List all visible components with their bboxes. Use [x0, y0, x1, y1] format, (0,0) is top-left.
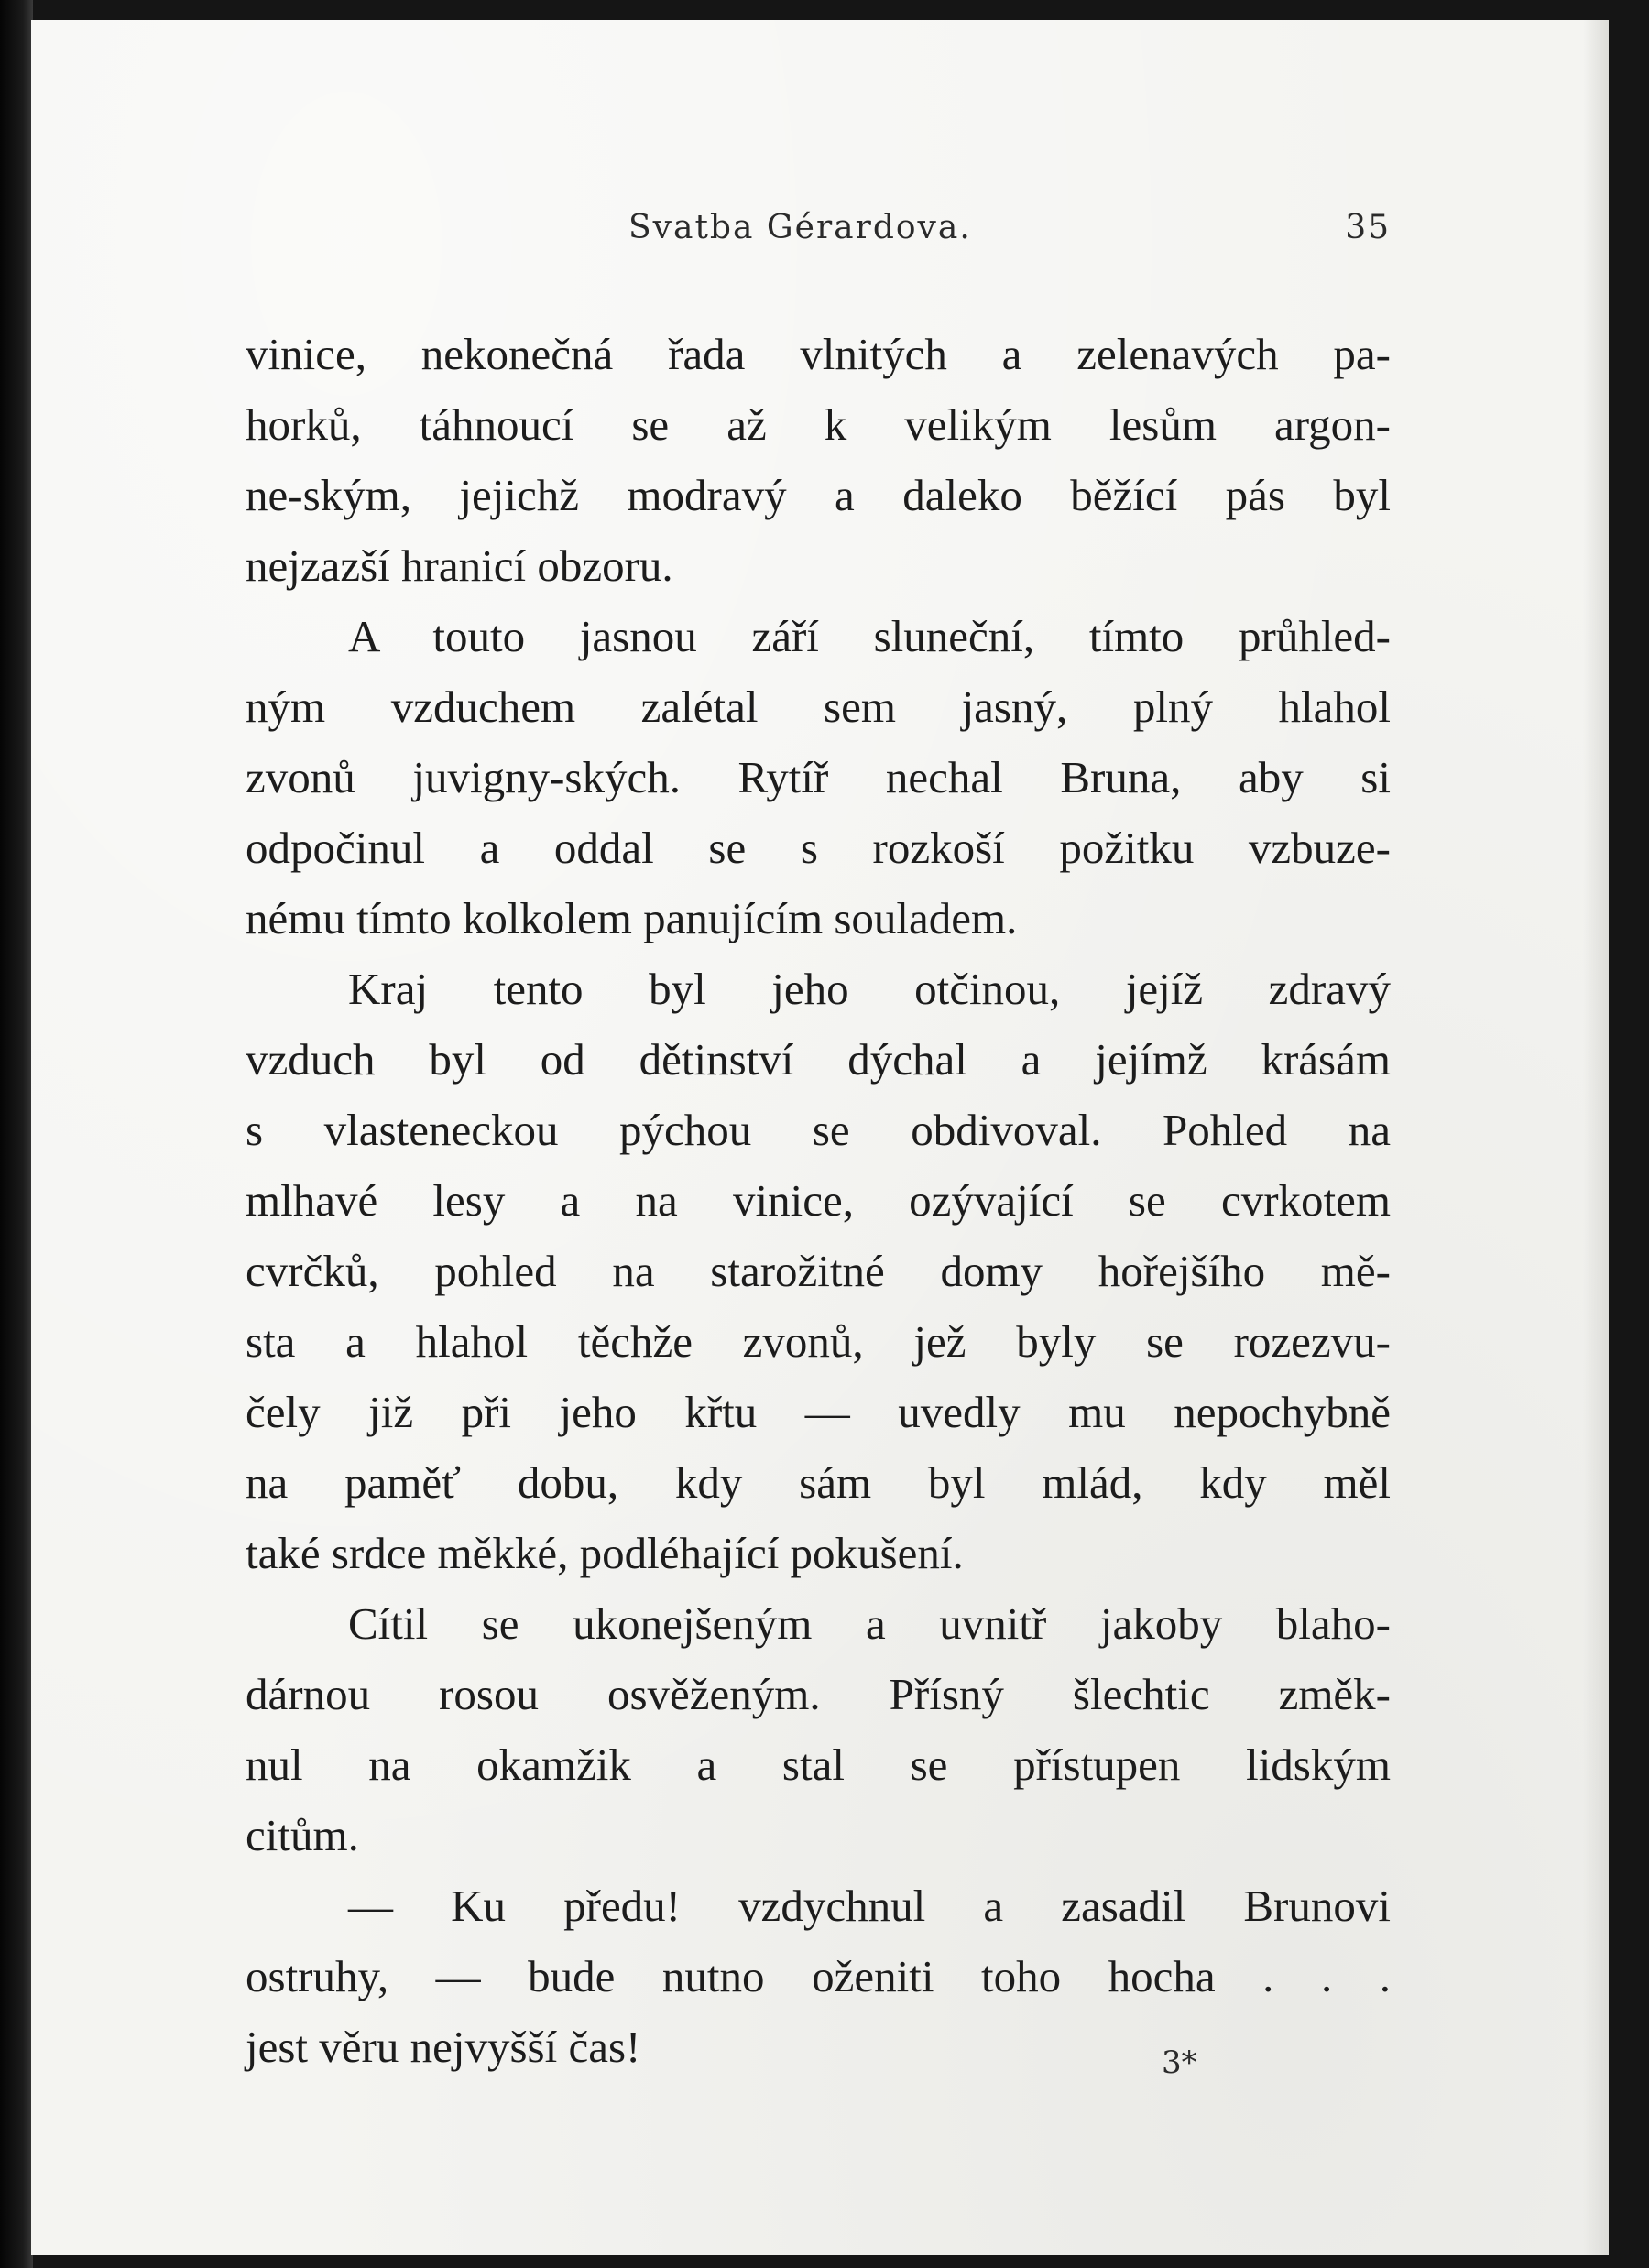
page-edge-shading — [1583, 20, 1609, 2255]
text-line: sta a hlahol těchže zvonů, jež byly se rozezvu- — [246, 1316, 1391, 1367]
text-line: také srdce měkké, podléhající pokušení. — [246, 1528, 964, 1578]
text-line: — Ku předu! vzdychnul a zasadil Brunovi — [348, 1881, 1391, 1931]
text-line: ným vzduchem zalétal sem jasný, plný hlahol — [246, 681, 1391, 732]
text-line: odpočinul a oddal se s rozkoší požitku vzbuze- — [246, 823, 1391, 873]
text-line: nejzazší hranicí obzoru. — [246, 540, 673, 591]
text-line: jest věru nejvyšší čas! — [246, 2022, 641, 2072]
text-line: mlhavé lesy a na vinice, ozývající se cvrkotem — [246, 1175, 1391, 1226]
paragraph — [246, 1588, 1391, 1870]
text-line: dárnou rosou osvěženým. Přísný šlechtic změk- — [246, 1669, 1391, 1719]
signature-mark: 3* — [1162, 2044, 1197, 2081]
paragraph — [246, 319, 1391, 601]
running-head-title: Svatba Gérardova. — [628, 209, 972, 246]
binding-gutter — [0, 0, 33, 2268]
page-number: 35 — [1345, 209, 1391, 246]
text-line: ostruhy, — bude nutno oženiti toho hocha . . . — [246, 1951, 1391, 2001]
paragraph — [246, 1870, 1391, 2082]
text-line: Kraj tento byl jeho otčinou, jejíž zdravý — [348, 964, 1391, 1014]
text-line: ne-ským, jejichž modravý a daleko běžící pás byl — [246, 470, 1391, 520]
running-head — [628, 209, 1391, 256]
paragraph — [246, 954, 1391, 1588]
text-line: nému tímto kolkolem panujícím souladem. — [246, 893, 1018, 943]
text-line: nul na okamžik a stal se přístupen lidským — [246, 1739, 1391, 1790]
text-line: horků, táhnoucí se až k velikým lesům argon- — [246, 399, 1391, 450]
text-line: vzduch byl od dětinství dýchal a jejímž krásám — [246, 1034, 1391, 1085]
paragraph — [246, 601, 1391, 954]
text-line: Cítil se ukonejšeným a uvnitř jakoby blaho- — [348, 1598, 1391, 1649]
body-text — [246, 319, 1391, 2082]
text-line: zvonů juvigny-ských. Rytíř nechal Bruna, aby si — [246, 752, 1391, 802]
text-line: čely již při jeho křtu — uvedly mu nepochybně — [246, 1387, 1391, 1437]
text-line: s vlasteneckou pýchou se obdivoval. Pohled na — [246, 1105, 1391, 1155]
text-line: cvrčků, pohled na starožitné domy hořejšího mě- — [246, 1246, 1391, 1296]
text-line: na paměť dobu, kdy sám byl mlád, kdy měl — [246, 1457, 1391, 1508]
text-line: citům. — [246, 1810, 359, 1860]
text-line: A touto jasnou září sluneční, tímto průhled- — [348, 611, 1391, 661]
text-line: vinice, nekonečná řada vlnitých a zelenavých pa- — [246, 329, 1391, 379]
